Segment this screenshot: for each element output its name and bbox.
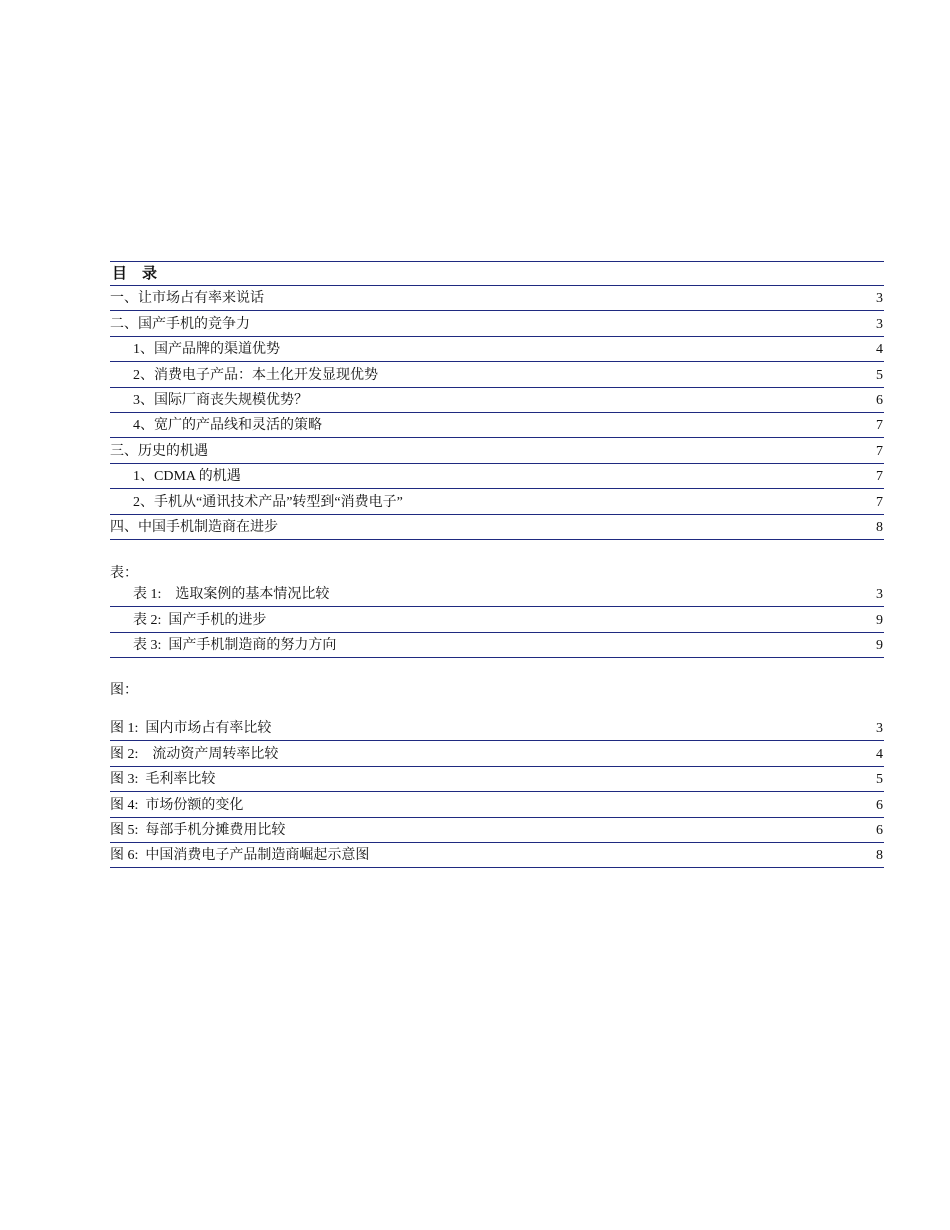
tables-list — [110, 582, 884, 658]
toc-entry[interactable] — [110, 311, 884, 336]
toc-entry-page: 7 — [876, 418, 883, 434]
table-of-contents — [110, 261, 884, 540]
toc-entry-page: 3 — [876, 316, 883, 332]
toc-entry-label: 一、让市场占有率来说话 — [110, 291, 264, 307]
toc-entry[interactable] — [110, 362, 884, 387]
toc-entry-label: 2、消费电子产品：本土化开发显现优势 — [133, 367, 378, 383]
toc-entry-label: 四、中国手机制造商在进步 — [110, 519, 278, 535]
figure-entry-page: 6 — [876, 822, 883, 838]
toc-entry[interactable] — [110, 438, 884, 463]
toc-entry[interactable] — [110, 388, 884, 413]
figure-entry-label: 图 1: 国内市场占有率比较 — [110, 721, 272, 737]
toc-entry-page: 7 — [876, 494, 883, 510]
toc-entry-label: 三、历史的机遇 — [110, 443, 208, 459]
figure-entry-label: 图 6: 中国消费电子产品制造商崛起示意图 — [110, 848, 370, 864]
figure-entry-page: 6 — [876, 797, 883, 813]
toc-entry-page: 4 — [876, 342, 883, 358]
figures-heading: 图： — [110, 683, 138, 698]
table-entry-page: 3 — [876, 587, 883, 603]
toc-entry-label: 1、国产品牌的渠道优势 — [133, 342, 280, 358]
toc-title: 目 录 — [110, 261, 884, 286]
figure-entry[interactable] — [110, 843, 884, 868]
figures-list — [110, 716, 884, 868]
toc-entry-page: 5 — [876, 367, 883, 383]
toc-entry[interactable] — [110, 286, 884, 311]
table-entry-page: 9 — [876, 612, 883, 628]
toc-entry-page: 3 — [876, 291, 883, 307]
toc-entry[interactable] — [110, 337, 884, 362]
toc-entry-page: 7 — [876, 469, 883, 485]
table-entry-label: 表 3: 国产手机制造商的努力方向 — [133, 638, 337, 654]
figure-entry-page: 4 — [876, 746, 883, 762]
table-entry[interactable] — [110, 582, 884, 607]
toc-entry-label: 3、国际厂商丧失规模优势？ — [133, 392, 308, 408]
figure-entry[interactable] — [110, 716, 884, 741]
table-entry[interactable] — [110, 607, 884, 632]
table-entry[interactable] — [110, 633, 884, 658]
figure-entry[interactable] — [110, 792, 884, 817]
toc-entry[interactable] — [110, 489, 884, 514]
toc-entry[interactable] — [110, 413, 884, 438]
figure-entry[interactable] — [110, 741, 884, 766]
toc-entry-label: 二、国产手机的竞争力 — [110, 316, 250, 332]
figure-entry[interactable] — [110, 818, 884, 843]
toc-entry[interactable] — [110, 515, 884, 540]
toc-entry-page: 8 — [876, 519, 883, 535]
figure-entry-page: 5 — [876, 772, 883, 788]
toc-entry-label: 4、宽广的产品线和灵活的策略 — [133, 418, 322, 434]
figure-entry-label: 图 3: 毛利率比较 — [110, 772, 216, 788]
table-entry-label: 表 2: 国产手机的进步 — [133, 612, 267, 628]
toc-entry-label: 1、CDMA 的机遇 — [133, 469, 241, 485]
table-entry-label: 表 1: 选取案例的基本情况比较 — [133, 587, 330, 603]
table-entry-page: 9 — [876, 638, 883, 654]
toc-entry[interactable] — [110, 464, 884, 489]
figure-entry-label: 图 4: 市场份额的变化 — [110, 797, 244, 813]
figure-entry-page: 3 — [876, 721, 883, 737]
toc-entry-page: 6 — [876, 392, 883, 408]
tables-heading: 表： — [110, 566, 138, 581]
toc-entry-page: 7 — [876, 443, 883, 459]
figure-entry-label: 图 5: 每部手机分摊费用比较 — [110, 822, 286, 838]
figure-entry[interactable] — [110, 767, 884, 792]
figure-entry-label: 图 2: 流动资产周转率比较 — [110, 746, 279, 762]
toc-entry-label: 2、手机从“通讯技术产品”转型到“消费电子” — [133, 494, 403, 510]
figure-entry-page: 8 — [876, 848, 883, 864]
